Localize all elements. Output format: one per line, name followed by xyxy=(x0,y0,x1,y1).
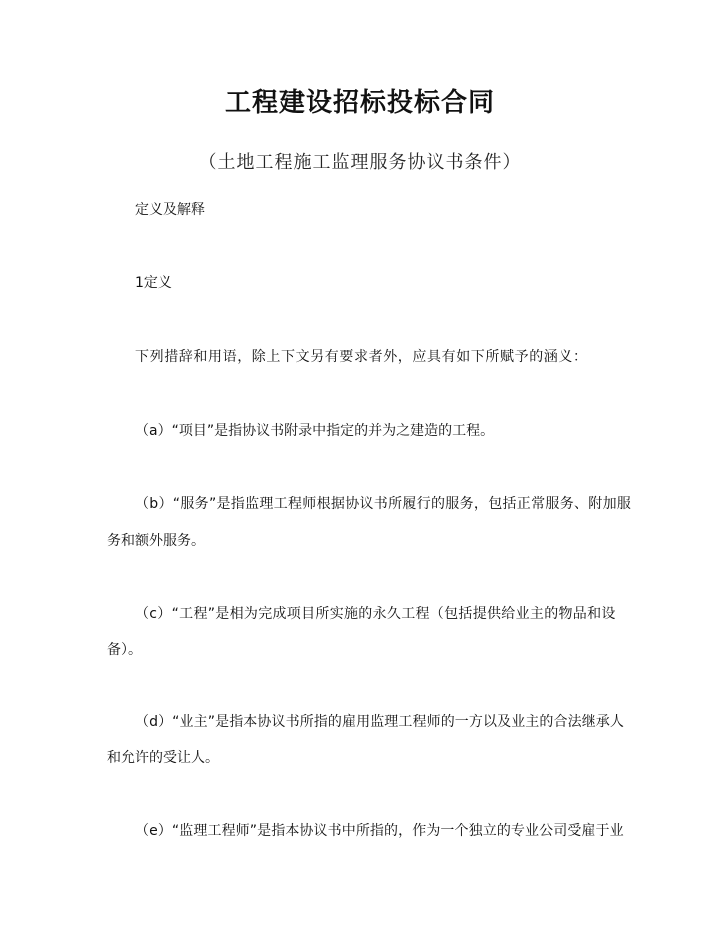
definition-d-continued: 和允许的受让人。 xyxy=(107,750,219,766)
definition-c-continued: 备）。 xyxy=(107,642,142,658)
definition-b: （b）“服务”是指监理工程师根据协议书所履行的服务，包括正常服务、附加服 xyxy=(135,496,632,512)
definition-c: （c）“工程”是相为完成项目所实施的永久工程（包括提供给业主的物品和设 xyxy=(135,606,616,622)
definition-e: （e）“监理工程师”是指本协议书中所指的，作为一个独立的专业公司受雇于业 xyxy=(135,823,624,839)
definition-b-continued: 务和额外服务。 xyxy=(107,533,205,549)
definition-a: （a）“项目”是指协议书附录中指定的并为之建造的工程。 xyxy=(135,423,495,439)
document-title: 工程建设招标投标合同 xyxy=(224,88,495,118)
document-subtitle: （土地工程施工监理服务协议书条件） xyxy=(198,152,522,173)
definition-d: （d）“业主”是指本协议书所指的雇用监理工程师的一方以及业主的合法继承人 xyxy=(135,714,624,730)
section-heading: 定义及解释 xyxy=(135,202,205,218)
intro-paragraph: 下列措辞和用语，除上下文另有要求者外，应具有如下所赋予的涵义： xyxy=(135,349,588,365)
subsection-heading: 1定义 xyxy=(135,275,172,291)
